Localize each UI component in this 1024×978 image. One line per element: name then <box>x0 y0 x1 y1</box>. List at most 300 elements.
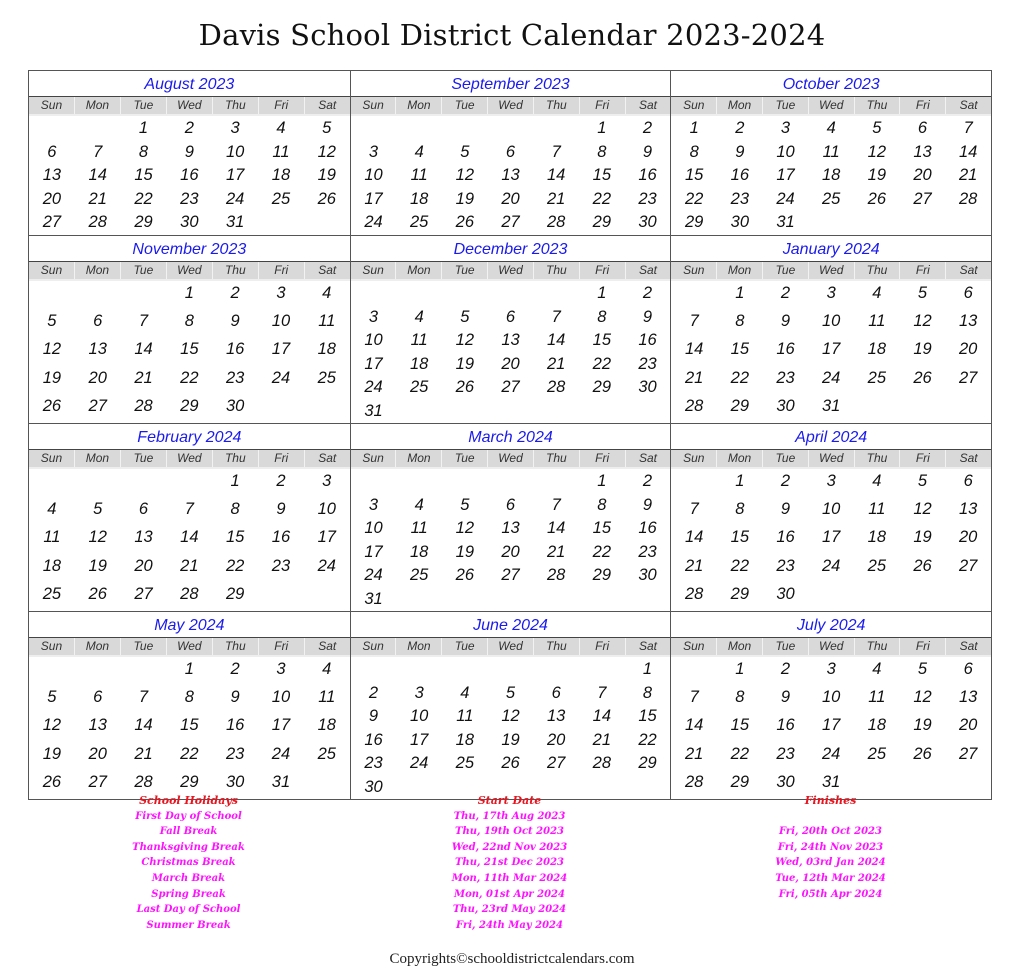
day-cell: 12 <box>867 142 887 161</box>
day-cell: 2 <box>780 284 791 302</box>
day-cell: 10 <box>821 500 841 519</box>
day-cell: 16 <box>638 331 657 349</box>
day-cell: 19 <box>42 744 62 763</box>
weekday-label: Fri <box>258 262 304 279</box>
day-cell: 14 <box>592 707 612 725</box>
day-cell: 28 <box>134 772 153 791</box>
day-cell: 28 <box>684 396 704 415</box>
day-cell: 27 <box>88 396 107 415</box>
weekday-label: Mon <box>716 450 762 467</box>
weekday-label: Fri <box>899 97 945 114</box>
day-cell: 15 <box>730 340 750 359</box>
day-cell: 21 <box>684 744 704 763</box>
day-cell: 28 <box>180 584 199 603</box>
day-cell: 27 <box>501 566 520 584</box>
day-cell: 22 <box>592 354 612 373</box>
day-cell: 16 <box>180 166 199 185</box>
copyright-footer: Copyrights©schooldistrictcalendars.com <box>389 951 635 967</box>
day-grid <box>671 657 991 799</box>
month-title: September 2023 <box>351 71 671 97</box>
day-cell: 22 <box>180 744 199 763</box>
day-cell: 30 <box>776 584 795 603</box>
day-grid <box>29 116 350 235</box>
day-cell: 23 <box>225 368 245 387</box>
weekday-label: Wed <box>487 97 533 114</box>
day-cell: 12 <box>455 166 475 185</box>
day-cell: 4 <box>47 500 57 519</box>
weekday-label: Fri <box>579 97 625 114</box>
weekday-label: Fri <box>258 450 304 467</box>
empty-day-cell <box>29 282 75 305</box>
day-grid <box>351 281 671 423</box>
day-grid <box>29 281 350 423</box>
day-cell: 3 <box>368 307 379 326</box>
day-cell: 8 <box>597 307 607 326</box>
month-november-2023 <box>29 236 350 423</box>
legend-finish-column <box>670 793 991 933</box>
day-cell: 20 <box>88 744 107 763</box>
day-cell: 21 <box>546 354 566 373</box>
day-cell: 25 <box>271 189 291 208</box>
month-title: August 2023 <box>29 71 350 97</box>
day-cell: 30 <box>776 396 795 415</box>
empty-day-cell <box>351 658 397 681</box>
day-cell: 18 <box>409 542 429 561</box>
day-cell: 4 <box>414 307 424 326</box>
weekday-label: Thu <box>212 97 258 114</box>
empty-day-cell <box>488 470 534 493</box>
day-cell: 7 <box>93 142 103 161</box>
day-cell: 1 <box>735 660 745 678</box>
day-cell: 9 <box>230 688 240 707</box>
empty-day-cell <box>121 658 167 681</box>
day-cell: 6 <box>138 500 149 519</box>
day-cell: 12 <box>501 707 520 725</box>
day-cell: 19 <box>455 542 475 561</box>
day-cell: 4 <box>414 142 424 161</box>
weekday-label: Tue <box>441 97 487 114</box>
weekday-label: Wed <box>166 97 212 114</box>
calendar-row-2 <box>29 235 991 423</box>
day-cell: 31 <box>364 589 383 608</box>
day-cell: 9 <box>276 500 286 519</box>
day-cell: 8 <box>597 142 607 161</box>
day-cell: 20 <box>546 730 566 749</box>
legend-holiday-item: Summer Break <box>146 919 231 931</box>
weekday-label: Wed <box>166 638 212 655</box>
empty-day-cell <box>29 117 75 140</box>
weekday-label: Sat <box>625 262 671 279</box>
day-cell: 19 <box>913 340 932 359</box>
weekday-label: Mon <box>395 97 441 114</box>
day-cell: 31 <box>776 213 795 232</box>
day-cell: 13 <box>959 500 978 519</box>
day-cell: 28 <box>88 213 107 232</box>
day-cell: 27 <box>501 213 520 232</box>
legend-holiday-item: First Day of School <box>135 810 242 822</box>
day-cell: 7 <box>963 119 973 137</box>
day-cell: 22 <box>592 189 612 208</box>
month-title: December 2023 <box>351 236 671 262</box>
day-cell: 5 <box>460 495 470 514</box>
weekday-header <box>671 262 991 281</box>
day-cell: 18 <box>455 730 475 749</box>
day-cell: 29 <box>134 213 153 232</box>
day-cell: 15 <box>134 166 153 185</box>
day-cell: 28 <box>134 396 153 415</box>
empty-day-cell <box>75 117 121 140</box>
day-cell: 21 <box>134 368 153 387</box>
day-cell: 25 <box>867 556 887 575</box>
day-cell: 20 <box>88 368 107 387</box>
weekday-label: Tue <box>120 262 166 279</box>
weekday-label: Wed <box>487 638 533 655</box>
day-cell: 31 <box>364 401 383 420</box>
day-grid <box>351 469 671 611</box>
day-cell: 17 <box>364 542 383 561</box>
day-cell: 2 <box>780 660 791 678</box>
day-cell: 14 <box>134 716 153 735</box>
day-cell: 9 <box>642 307 653 326</box>
day-cell: 16 <box>364 730 383 749</box>
weekday-label: Wed <box>487 262 533 279</box>
month-title: April 2024 <box>671 424 991 450</box>
empty-day-cell <box>533 658 579 681</box>
day-cell: 11 <box>410 331 428 349</box>
day-cell: 14 <box>546 166 566 185</box>
day-cell: 14 <box>684 716 704 735</box>
weekday-label: Mon <box>74 638 120 655</box>
day-cell: 30 <box>638 378 657 396</box>
empty-day-cell <box>396 117 442 140</box>
day-cell: 17 <box>821 528 841 547</box>
day-grid <box>29 469 350 611</box>
empty-day-cell <box>75 658 121 681</box>
day-cell: 25 <box>455 754 475 772</box>
weekday-header <box>29 97 350 116</box>
weekday-label: Tue <box>762 450 808 467</box>
day-cell: 11 <box>868 500 886 519</box>
weekday-label: Tue <box>762 638 808 655</box>
day-cell: 26 <box>455 566 475 584</box>
weekday-label: Mon <box>716 97 762 114</box>
month-title: May 2024 <box>29 612 350 638</box>
day-cell: 1 <box>138 119 149 137</box>
day-cell: 20 <box>913 166 932 185</box>
empty-day-cell <box>351 470 397 493</box>
empty-day-cell <box>75 470 121 493</box>
weekday-label: Thu <box>854 638 900 655</box>
day-cell: 15 <box>592 331 612 349</box>
weekday-label: Thu <box>533 638 579 655</box>
weekday-label: Tue <box>120 638 166 655</box>
day-cell: 13 <box>88 340 107 359</box>
day-cell: 1 <box>642 660 653 678</box>
day-cell: 28 <box>684 772 704 791</box>
day-cell: 28 <box>959 189 978 208</box>
day-cell: 30 <box>180 213 199 232</box>
day-cell: 11 <box>318 688 336 707</box>
legend-start-item: Fri, 24th May 2024 <box>456 919 563 931</box>
day-cell: 19 <box>867 166 887 185</box>
day-cell: 27 <box>959 744 978 763</box>
page-title: Davis School District Calendar 2023-2024 <box>198 18 826 52</box>
empty-day-cell <box>396 658 442 681</box>
day-cell: 4 <box>276 119 286 137</box>
day-cell: 5 <box>917 472 928 490</box>
day-cell: 7 <box>551 307 561 326</box>
day-cell: 25 <box>42 584 62 603</box>
month-title: June 2024 <box>351 612 671 638</box>
day-cell: 1 <box>735 472 745 490</box>
day-cell: 7 <box>138 312 149 331</box>
day-cell: 24 <box>271 744 291 763</box>
day-cell: 13 <box>959 688 978 707</box>
legend-finish-item <box>670 809 991 825</box>
weekday-label: Mon <box>716 638 762 655</box>
day-cell: 15 <box>730 528 750 547</box>
day-cell: 25 <box>317 368 336 387</box>
day-cell: 29 <box>592 566 612 584</box>
month-january-2024 <box>670 236 991 423</box>
legend-holiday-item: Thanksgiving Break <box>132 841 245 853</box>
empty-day-cell <box>671 282 717 305</box>
weekday-label: Sun <box>683 263 705 277</box>
day-cell: 21 <box>134 744 153 763</box>
day-cell: 21 <box>592 730 612 749</box>
day-cell: 24 <box>271 368 291 387</box>
weekday-label: Tue <box>762 97 808 114</box>
day-cell: 26 <box>42 772 62 791</box>
weekday-label: Wed <box>487 450 533 467</box>
day-cell: 23 <box>730 189 750 208</box>
day-cell: 12 <box>88 528 107 547</box>
day-cell: 3 <box>230 119 240 137</box>
weekday-label: Mon <box>74 450 120 467</box>
day-cell: 13 <box>134 528 153 547</box>
weekday-header <box>351 97 671 116</box>
day-cell: 26 <box>913 368 932 387</box>
empty-day-cell <box>442 282 488 305</box>
day-cell: 24 <box>317 556 336 575</box>
day-cell: 7 <box>597 683 607 702</box>
weekday-label: Sat <box>304 97 350 114</box>
weekday-label: Fri <box>899 262 945 279</box>
weekday-label: Mon <box>395 450 441 467</box>
day-cell: 10 <box>317 500 336 519</box>
day-cell: 29 <box>592 378 612 396</box>
day-cell: 30 <box>730 213 750 232</box>
month-title: February 2024 <box>29 424 350 450</box>
weekday-label: Mon <box>716 262 762 279</box>
day-cell: 23 <box>364 754 383 772</box>
empty-day-cell <box>121 470 167 493</box>
day-cell: 1 <box>184 284 194 302</box>
legend-start-item: Mon, 01st Apr 2024 <box>454 888 565 900</box>
weekday-label: Wed <box>808 638 854 655</box>
month-december-2023 <box>350 236 671 423</box>
day-cell: 10 <box>821 312 841 331</box>
day-cell: 2 <box>230 284 240 302</box>
day-grid <box>671 469 991 611</box>
empty-day-cell <box>533 470 579 493</box>
day-cell: 8 <box>735 500 745 519</box>
day-cell: 6 <box>505 142 516 161</box>
empty-day-cell <box>351 117 397 140</box>
day-cell: 15 <box>730 716 750 735</box>
day-cell: 4 <box>872 472 882 490</box>
weekday-label: Fri <box>899 450 945 467</box>
weekday-label: Thu <box>533 97 579 114</box>
legend-finish-item: Fri, 20th Oct 2023 <box>779 826 882 838</box>
day-cell: 22 <box>592 542 612 561</box>
day-cell: 3 <box>276 284 286 302</box>
day-cell: 27 <box>501 378 520 396</box>
legend-holiday-item: Last Day of School <box>136 904 241 916</box>
day-cell: 22 <box>134 189 153 208</box>
day-cell: 23 <box>776 556 795 575</box>
day-cell: 30 <box>776 772 795 791</box>
day-cell: 27 <box>959 368 978 387</box>
weekday-label: Thu <box>533 262 579 279</box>
day-cell: 20 <box>501 354 520 373</box>
weekday-label: Sat <box>625 638 671 655</box>
weekday-label: Tue <box>762 262 808 279</box>
day-cell: 3 <box>414 683 424 702</box>
day-cell: 7 <box>551 142 561 161</box>
day-cell: 15 <box>180 716 199 735</box>
month-title: March 2024 <box>351 424 671 450</box>
calendar-row-4 <box>29 611 991 799</box>
day-cell: 4 <box>322 660 332 678</box>
day-cell: 2 <box>642 284 653 302</box>
day-cell: 8 <box>735 312 745 331</box>
day-cell: 27 <box>546 754 566 772</box>
day-cell: 17 <box>364 354 383 373</box>
day-cell: 30 <box>638 566 657 584</box>
empty-day-cell <box>488 658 534 681</box>
day-cell: 26 <box>867 189 887 208</box>
day-cell: 13 <box>42 166 62 185</box>
weekday-label: Thu <box>854 97 900 114</box>
weekday-header <box>671 97 991 116</box>
day-cell: 1 <box>597 119 607 137</box>
day-cell: 31 <box>225 213 245 232</box>
day-cell: 25 <box>409 566 429 584</box>
legend-start-item: Thu, 21st Dec 2023 <box>454 857 565 869</box>
day-cell: 19 <box>42 368 62 387</box>
day-cell: 13 <box>501 519 520 537</box>
empty-day-cell <box>75 282 121 305</box>
day-cell: 7 <box>184 500 194 519</box>
day-cell: 13 <box>88 716 107 735</box>
day-cell: 8 <box>689 142 699 161</box>
legend-holiday-item: Spring Break <box>151 888 226 900</box>
weekday-label: Tue <box>441 450 487 467</box>
day-cell: 21 <box>546 542 566 561</box>
day-cell: 6 <box>963 660 973 678</box>
day-cell: 6 <box>93 688 103 707</box>
day-cell: 4 <box>872 660 882 678</box>
day-cell: 9 <box>642 495 653 514</box>
legend-holidays-column <box>28 793 349 933</box>
weekday-header <box>351 638 671 657</box>
day-cell: 22 <box>225 556 245 575</box>
empty-day-cell <box>533 282 579 305</box>
day-cell: 3 <box>276 660 286 678</box>
day-cell: 5 <box>47 312 57 331</box>
day-cell: 29 <box>684 213 704 232</box>
day-cell: 6 <box>93 312 103 331</box>
day-cell: 17 <box>821 716 841 735</box>
weekday-header <box>29 638 350 657</box>
day-cell: 10 <box>271 688 291 707</box>
day-cell: 19 <box>501 730 520 749</box>
legend-start-item: Mon, 11th Mar 2024 <box>451 872 568 884</box>
day-cell: 10 <box>821 688 841 707</box>
legend-finish-header: Finishes <box>804 794 857 807</box>
day-cell: 12 <box>913 312 932 331</box>
day-cell: 23 <box>225 744 245 763</box>
day-cell: 24 <box>364 213 383 232</box>
day-cell: 9 <box>780 312 791 331</box>
day-cell: 20 <box>959 716 978 735</box>
weekday-label: Mon <box>395 262 441 279</box>
day-cell: 1 <box>689 119 699 137</box>
weekday-label: Sun <box>683 98 705 112</box>
weekday-label: Sat <box>625 450 671 467</box>
month-may-2024 <box>29 612 350 799</box>
day-cell: 25 <box>867 744 887 763</box>
day-cell: 2 <box>230 660 240 678</box>
day-cell: 23 <box>776 368 795 387</box>
day-cell: 16 <box>225 716 245 735</box>
weekday-label: Sat <box>945 638 991 655</box>
legend-finish-item: Fri, 05th Apr 2024 <box>778 888 883 900</box>
weekday-label: Thu <box>533 450 579 467</box>
day-cell: 5 <box>93 500 103 519</box>
day-cell: 15 <box>592 519 612 537</box>
day-cell: 17 <box>271 716 291 735</box>
empty-day-cell <box>671 470 717 493</box>
weekday-label: Sun <box>40 639 63 653</box>
day-cell: 22 <box>638 730 657 749</box>
day-cell: 16 <box>271 528 291 547</box>
weekday-label: Sat <box>945 450 991 467</box>
day-cell: 19 <box>455 354 475 373</box>
day-cell: 11 <box>318 312 336 331</box>
day-cell: 5 <box>460 307 470 326</box>
day-cell: 7 <box>689 688 699 707</box>
day-cell: 14 <box>88 166 107 185</box>
day-cell: 5 <box>47 688 57 707</box>
day-cell: 19 <box>913 716 932 735</box>
month-title: November 2023 <box>29 236 350 262</box>
day-cell: 16 <box>776 528 795 547</box>
day-cell: 17 <box>776 166 795 185</box>
day-cell: 17 <box>225 166 245 185</box>
day-cell: 6 <box>551 683 561 702</box>
day-cell: 26 <box>88 584 107 603</box>
day-cell: 24 <box>364 566 383 584</box>
empty-day-cell <box>442 658 488 681</box>
day-cell: 29 <box>592 213 612 232</box>
day-cell: 15 <box>684 166 704 185</box>
day-cell: 30 <box>225 772 245 791</box>
day-cell: 12 <box>913 688 932 707</box>
day-cell: 16 <box>730 166 750 185</box>
day-cell: 25 <box>409 378 429 396</box>
